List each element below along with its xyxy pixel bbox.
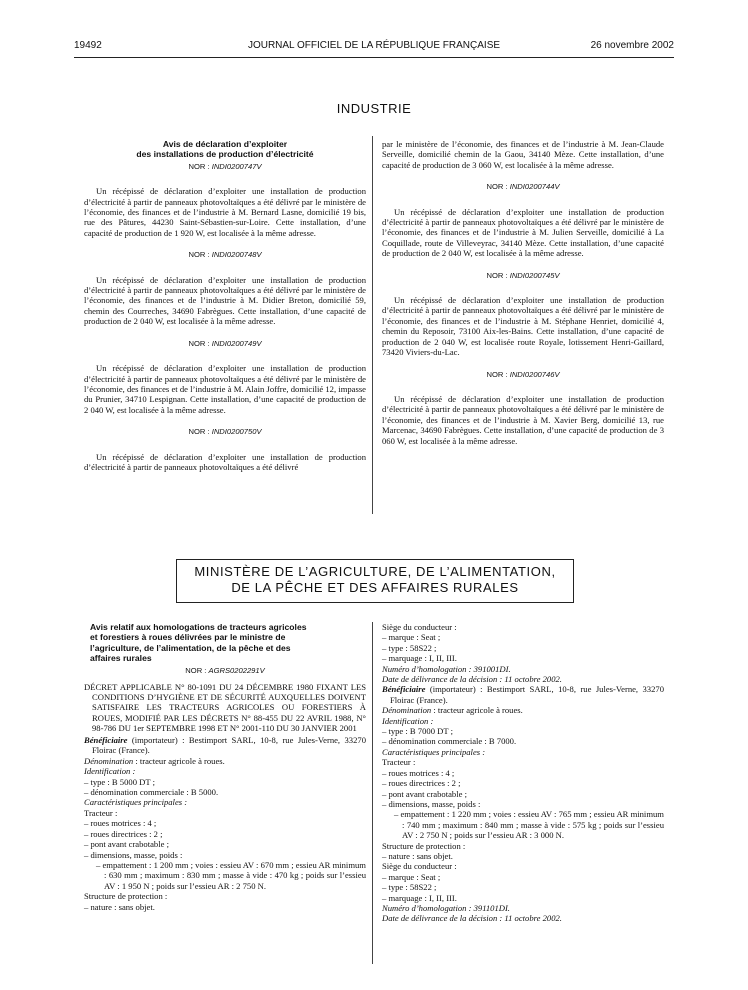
detail-line xyxy=(84,818,366,828)
detail-text: – marque : Seat ; xyxy=(382,871,441,882)
agriculture-right-column xyxy=(382,622,664,924)
avis-title-line: l’agriculture, de l’alimentation, de la pêche et des xyxy=(90,642,291,653)
industrie-left-column xyxy=(84,139,366,484)
detail-line xyxy=(382,861,664,871)
nor-code: INDI0200750V xyxy=(211,427,262,437)
detail-text: – dimensions, masse, poids : xyxy=(382,798,481,809)
nor-reference xyxy=(84,162,366,172)
section-title: INDUSTRIE xyxy=(336,101,412,116)
detail-heading: Identification : xyxy=(382,715,434,726)
detail-heading: Caractéristiques principales : xyxy=(382,746,486,757)
detail-value: (importateur) : Bestimport SARL, 10-8, rue Jules-Verne, 33270 Floirac (France). xyxy=(390,684,664,705)
detail-value: : 391001DI. xyxy=(466,663,511,674)
detail-text: – type : 58S22 ; xyxy=(382,642,437,653)
industrie-right-column xyxy=(382,139,664,458)
detail-line xyxy=(84,891,366,901)
column-divider xyxy=(372,136,373,514)
nor-reference xyxy=(84,250,366,260)
issue-date: 26 novembre 2002 xyxy=(590,40,674,51)
detail-text: – dénomination commerciale : B 7000. xyxy=(382,736,517,747)
detail-text: Tracteur : xyxy=(84,807,118,818)
detail-line xyxy=(382,913,664,923)
detail-line xyxy=(84,787,366,797)
ministry-heading-box xyxy=(176,559,574,603)
nor-label: NOR : xyxy=(486,270,508,280)
detail-text: – nature : sans objet. xyxy=(382,850,453,861)
nor-label: NOR : xyxy=(486,182,508,192)
detail-value: : 11 octobre 2002. xyxy=(497,913,562,924)
header-rule xyxy=(74,57,674,58)
notice-text: Un récépissé de déclaration d’exploiter une installation de production d’électricité à partir de panneaux photovoltaïques a été délivré par le ministère de l’économie, des finances et de l’industrie à M. Xavier Berg, domicilié 13, rue Marcenac, 34690 Fabrègues. Cette installation, d’une capacité de production de 3 060 W, est localisée à la même adresse. xyxy=(382,393,664,446)
nor-label: NOR : xyxy=(188,250,210,260)
detail-text: – pont avant crabotable ; xyxy=(84,839,169,850)
detail-text: – roues motrices : 4 ; xyxy=(84,818,157,829)
detail-line xyxy=(84,756,366,766)
detail-label: Bénéficiaire xyxy=(382,684,426,695)
nor-reference xyxy=(382,370,664,380)
detail-label: Date de délivrance de la décision xyxy=(382,913,498,924)
nor-code: INDI0200747V xyxy=(211,161,262,171)
nor-code: INDI0200749V xyxy=(211,338,262,348)
nor-reference xyxy=(84,427,366,437)
detail-line xyxy=(84,735,366,756)
detail-line xyxy=(84,766,366,776)
detail-text: – dénomination commerciale : B 5000. xyxy=(84,787,219,798)
detail-value: : tracteur agricole à roues. xyxy=(431,705,523,716)
detail-line xyxy=(382,643,664,653)
detail-text: Siège du conducteur : xyxy=(382,622,457,632)
notice-list xyxy=(382,182,664,446)
detail-line xyxy=(382,705,664,715)
detail-label: Numéro d’homologation xyxy=(382,663,467,674)
nor-reference xyxy=(382,182,664,192)
avis-title-line: affaires rurales xyxy=(90,653,152,664)
detail-line xyxy=(84,797,366,807)
detail-text: – type : B 5000 DT ; xyxy=(84,776,155,787)
detail-text: – pont avant crabotable ; xyxy=(382,788,467,799)
nor-label: NOR : xyxy=(185,665,207,675)
nor-code: INDI0200746V xyxy=(509,369,560,379)
ministry-heading-line-2: DE LA PÊCHE ET DES AFFAIRES RURALES xyxy=(231,580,519,595)
detail-text: – marquage : I, II, III. xyxy=(382,892,457,903)
detail-line xyxy=(382,882,664,892)
detail-line xyxy=(382,872,664,882)
agriculture-left-column xyxy=(84,622,366,912)
agriculture-avis-title xyxy=(84,622,366,664)
nor-label: NOR : xyxy=(188,161,210,171)
detail-text: – dimensions, masse, poids : xyxy=(84,849,183,860)
detail-line xyxy=(382,789,664,799)
detail-line xyxy=(382,747,664,757)
detail-label: Dénomination xyxy=(84,755,134,766)
decree-text: DÉCRET APPLICABLE N° 80-1091 DU 24 DÉCEMBRE 1980 FIXANT LES CONDITIONS D’HYGIÈNE ET DE SÉCURITÉ AUXQUELLES DOIVENT SATISFAIRE LES TRACTEURS AGRICOLES OU FORESTIERS À ROUES, MODIFIÉ PAR LES DÉCRETS N° 88-455 DU 22 AVRIL 1988, N° 98-786 DU 1er SEPTEMBRE 1998 ET N° 2001-110 DU 30 JANVIER 2001 xyxy=(84,682,366,733)
avis-title-line-1: Avis de déclaration d’exploiter xyxy=(162,139,288,149)
nor-label: NOR : xyxy=(188,338,210,348)
detail-label: Numéro d’homologation xyxy=(382,902,467,913)
avis-title-line: Avis relatif aux homologations de tracteurs agricoles xyxy=(90,622,307,632)
detail-line xyxy=(382,664,664,674)
detail-text: – roues directrices : 2 ; xyxy=(382,778,461,789)
detail-line xyxy=(84,860,366,891)
nor-reference xyxy=(84,666,366,676)
detail-line xyxy=(382,841,664,851)
notice-list xyxy=(84,162,366,473)
notice-text: Un récépissé de déclaration d’exploiter une installation de production d’électricité à partir de panneaux photovoltaïques a été délivré par le ministère de l’économie, des finances et de l’industrie à M. Didier Breton, domicilié 59, chemin des Courreches, 34690 Fabrègues. Cette installation, d’une capacité de production de 2 040 W, est localisée à la même adresse. xyxy=(84,274,366,327)
detail-line xyxy=(382,684,664,705)
detail-text: – roues directrices : 2 ; xyxy=(84,828,163,839)
page-header xyxy=(74,40,674,56)
detail-line xyxy=(382,674,664,684)
notice-text: Un récépissé de déclaration d’exploiter une installation de production d’électricité à partir de panneaux photovoltaïques a été délivré xyxy=(84,451,366,472)
page-number: 19492 xyxy=(74,40,102,51)
detail-line xyxy=(382,653,664,663)
ministry-heading-line-1: MINISTÈRE DE L’AGRICULTURE, DE L’ALIMENTATION, xyxy=(194,564,556,579)
detail-line xyxy=(84,808,366,818)
journal-title: JOURNAL OFFICIEL DE LA RÉPUBLIQUE FRANÇAISE xyxy=(247,40,501,51)
nor-code: AGRS0202291V xyxy=(208,665,265,675)
detail-text: Siège du conducteur : xyxy=(382,861,457,872)
detail-line xyxy=(382,726,664,736)
detail-heading: Caractéristiques principales : xyxy=(84,797,188,808)
nor-code: INDI0200748V xyxy=(211,250,262,260)
detail-text: Structure de protection : xyxy=(84,891,168,902)
avis-title-line-2: des installations de production d’électricité xyxy=(136,149,314,160)
detail-line xyxy=(382,736,664,746)
detail-text: – type : B 7000 DT ; xyxy=(382,726,453,737)
detail-line xyxy=(382,716,664,726)
detail-line xyxy=(382,757,664,767)
avis-title-line: et forestiers à roues délivrées par le ministre de xyxy=(90,632,286,643)
detail-text: – marque : Seat ; xyxy=(382,632,441,643)
detail-text: Tracteur : xyxy=(382,757,416,768)
detail-line xyxy=(382,632,664,642)
detail-line xyxy=(382,622,664,632)
detail-line xyxy=(84,839,366,849)
detail-value: : 391101DI. xyxy=(466,902,510,913)
detail-line xyxy=(382,809,664,840)
homologation-details xyxy=(84,735,366,912)
nor-label: NOR : xyxy=(188,427,210,437)
nor-reference xyxy=(382,271,664,281)
nor-reference xyxy=(84,339,366,349)
detail-text: – empattement : 1 220 mm ; voies : essieu AV : 765 mm ; essieu AR minimum : 740 mm ; maximum : 840 mm ; masse à vide : 575 kg ; poids sur l’essieu AV : 2 750 N ; poids sur l’essieu AR : 3 000 N. xyxy=(394,809,664,841)
detail-value: (importateur) : Bestimport SARL, 10-8, rue Jules-Verne, 33270 Floirac (France). xyxy=(92,735,366,756)
detail-text: – nature : sans objet. xyxy=(84,901,155,912)
detail-value: : 11 octobre 2002. xyxy=(497,674,562,685)
detail-text: – empattement : 1 200 mm ; voies : essieu AV : 670 mm ; essieu AR minimum : 630 mm ; maximum : 830 mm ; masse à vide : 470 kg ; poids sur l’essieu AV : 1 950 N ; poids sur l’essieu AR : 2 750 N. xyxy=(96,859,366,891)
detail-text: – type : 58S22 ; xyxy=(382,882,437,893)
nor-code: INDI0200744V xyxy=(509,182,560,192)
detail-text: Structure de protection : xyxy=(382,840,466,851)
detail-line xyxy=(382,778,664,788)
detail-line xyxy=(84,777,366,787)
detail-line xyxy=(84,902,366,912)
detail-line xyxy=(382,851,664,861)
detail-line xyxy=(382,893,664,903)
nor-label: NOR : xyxy=(486,369,508,379)
notice-continuation: par le ministère de l’économie, des finances et de l’industrie à M. Jean-Claude Serveille, domicilié chemin de la Gaou, 34140 Mèze. Cette installation, d’une capacité de production de 3 060 W, est localisée à la même adresse. xyxy=(382,139,664,170)
detail-label: Dénomination xyxy=(382,705,432,716)
detail-text: – roues motrices : 4 ; xyxy=(382,767,455,778)
nor-code: INDI0200745V xyxy=(509,270,560,280)
detail-line xyxy=(84,850,366,860)
notice-text: Un récépissé de déclaration d’exploiter une installation de production d’électricité à partir de panneaux photovoltaïques a été délivré par le ministère de l’économie, des finances et de l’industrie à M. Julien Serveille, domicilié à La Coquillade, route de Villeveyrac, 34140 Mèze. Cette installation, d’une capacité de production de 2 040 W, est localisée à la même adresse. xyxy=(382,206,664,259)
detail-line xyxy=(382,768,664,778)
detail-label: Date de délivrance de la décision xyxy=(382,674,498,685)
homologation-details xyxy=(382,622,664,924)
detail-line xyxy=(382,799,664,809)
detail-text: – marquage : I, II, III. xyxy=(382,653,457,664)
detail-label: Bénéficiaire xyxy=(84,735,128,746)
detail-value: : tracteur agricole à roues. xyxy=(133,755,225,766)
detail-line xyxy=(84,829,366,839)
notice-text: Un récépissé de déclaration d’exploiter une installation de production d’électricité à partir de panneaux photovoltaïques a été délivré par le ministère de l’économie, des finances et de l’industrie à M. Stéphane Henriet, domicilié 4, chemin du Reposoir, 73100 Aix-les-Bains. Cette installation, d’une capacité de production de 2 040 W, est localisée route Royale, lotissement Henri-Gaillard, 73420 Viviers-du-Lac. xyxy=(382,295,664,358)
avis-title xyxy=(84,139,366,160)
column-divider xyxy=(372,622,373,964)
detail-heading: Identification : xyxy=(84,766,136,777)
notice-text: Un récépissé de déclaration d’exploiter une installation de production d’électricité à partir de panneaux photovoltaïques a été délivré par le ministère de l’économie, des finances et de l’industrie à M. Bernard Lasne, domicilié 19 bis, rue des Pâtures, 44230 Saint-Sébastien-sur-Loire. Cette installation, d’une capacité de production de 1 920 W, est localisée à la même adresse. xyxy=(84,186,366,238)
detail-line xyxy=(382,903,664,913)
notice-text: Un récépissé de déclaration d’exploiter une installation de production d’électricité à partir de panneaux photovoltaïques a été délivré par le ministère de l’économie, des finances et de l’industrie à M. Alain Joffre, domicilié 12, impasse du Prunier, 34710 Lespignan. Cette installation, d’une capacité de production de 2 040 W, est localisée à la même adresse. xyxy=(84,363,366,415)
